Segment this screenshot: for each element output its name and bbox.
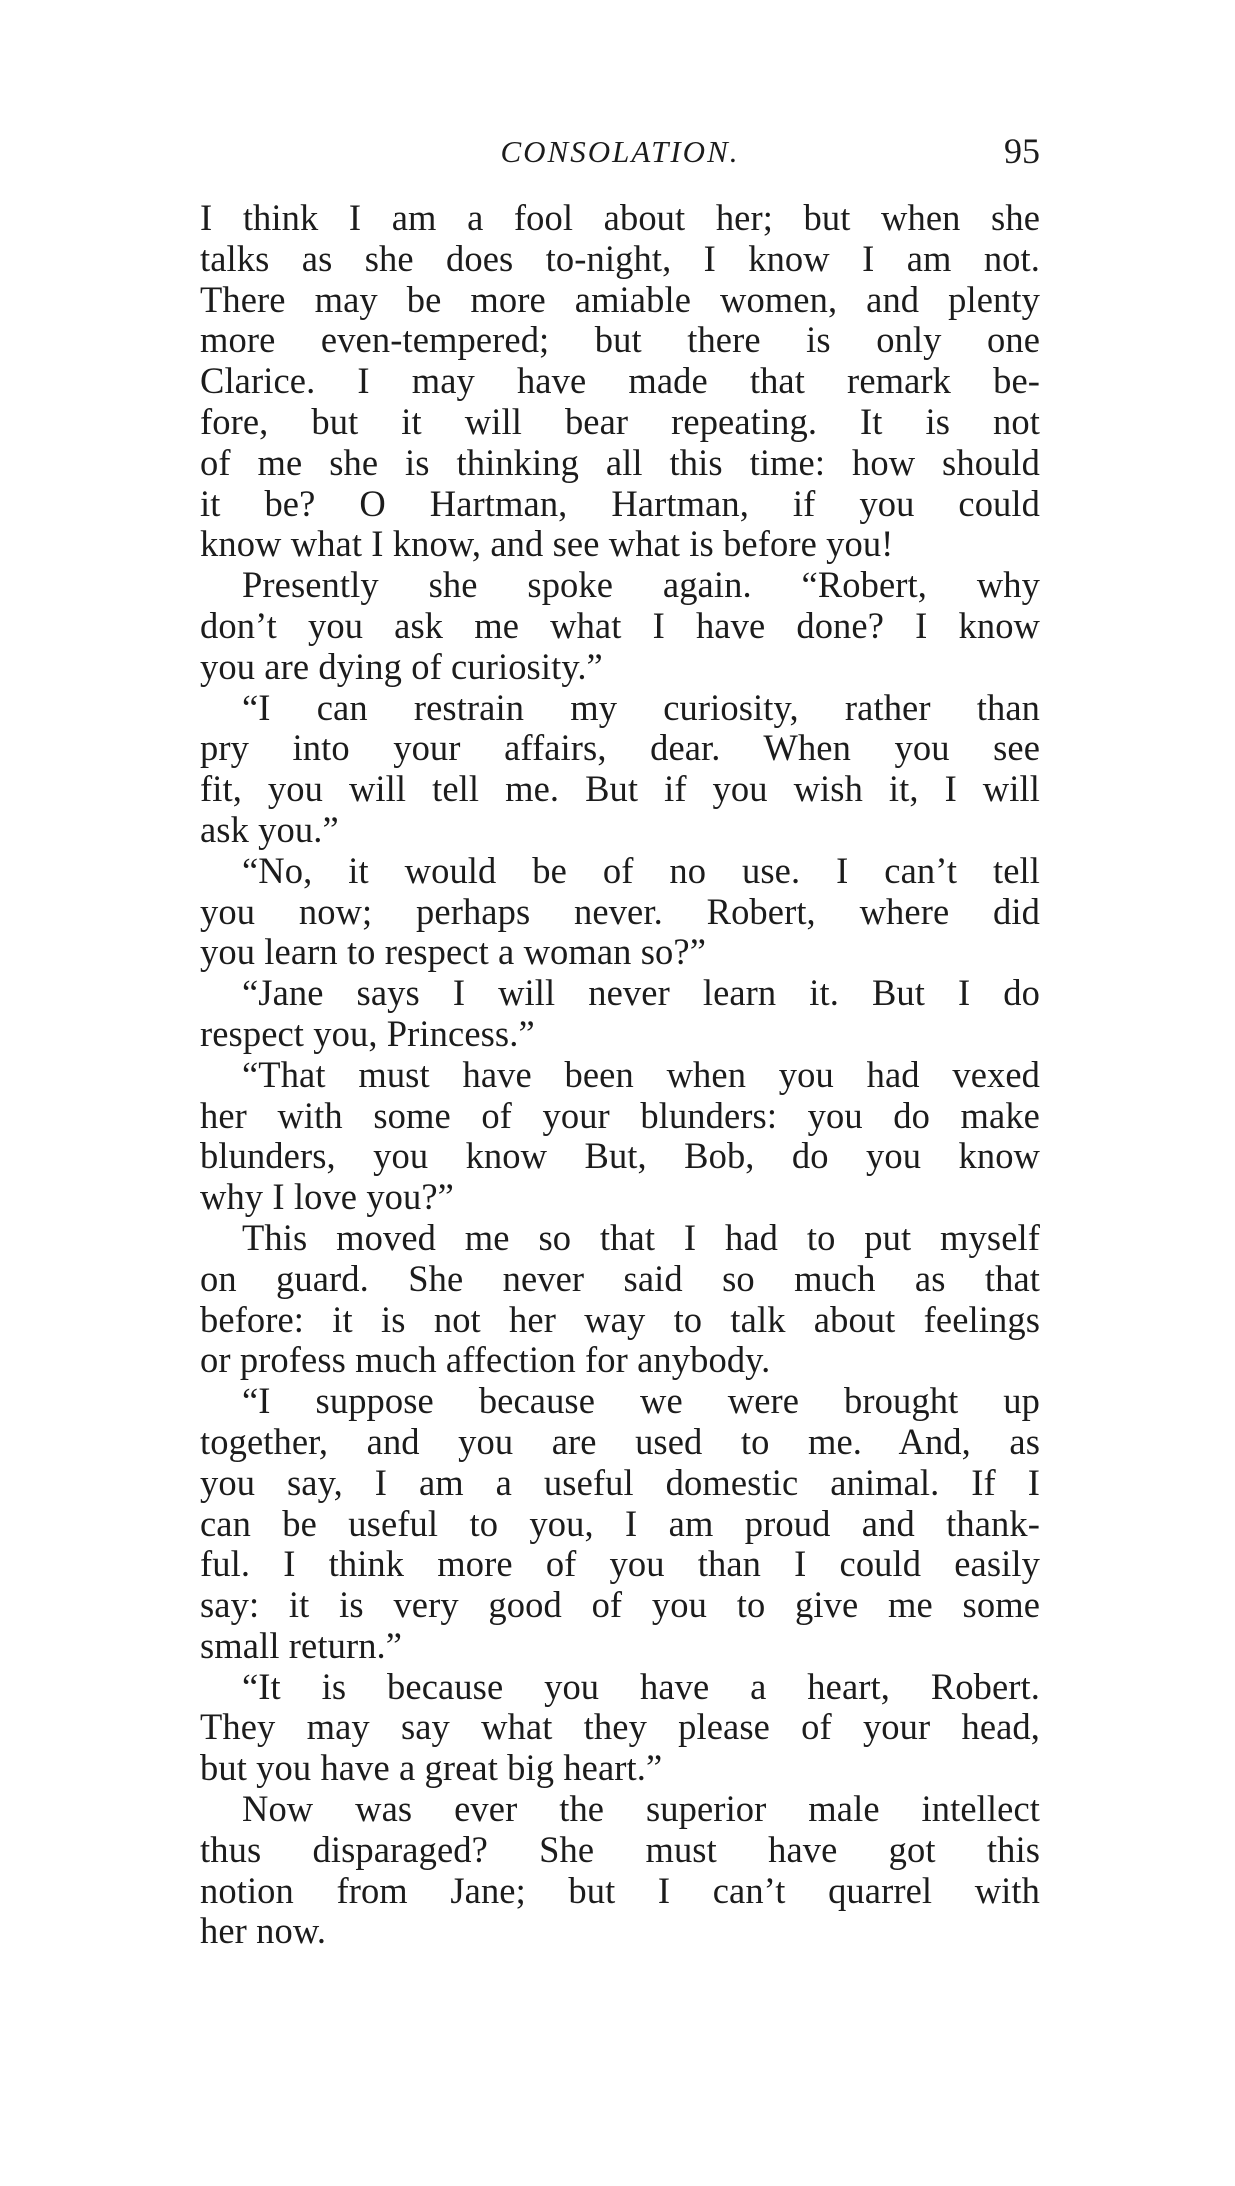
body-text <box>200 198 1040 1952</box>
text-line: Presently she spoke again. “Robert, why <box>242 564 1040 606</box>
text-line: This moved me so that I had to put myself <box>242 1216 1040 1258</box>
text-line: pry into your affairs, dear. When you see <box>200 727 1040 769</box>
text-line: you are dying of curiosity.” <box>200 645 603 687</box>
text-line: Clarice. I may have made that remark be- <box>200 360 1040 402</box>
text-line: don’t you ask me what I have done? I know <box>200 604 1040 646</box>
text-line: her now. <box>200 1910 327 1952</box>
text-line: why I love you?” <box>200 1176 454 1218</box>
text-line: on guard. She never said so much as that <box>200 1257 1040 1299</box>
text-line: ask you.” <box>200 808 339 850</box>
text-line: say: it is very good of you to give me some <box>200 1584 1040 1626</box>
text-line: more even-tempered; but there is only one <box>200 319 1040 361</box>
text-line: “I suppose because we were brought up <box>242 1380 1040 1422</box>
text-line: but you have a great big heart.” <box>200 1747 663 1789</box>
text-line: you learn to respect a woman so?” <box>200 931 706 973</box>
text-line: “It is because you have a heart, Robert. <box>242 1665 1040 1707</box>
text-line: you now; perhaps never. Robert, where did <box>200 890 1040 932</box>
text-line: can be useful to you, I am proud and thank- <box>200 1502 1040 1544</box>
text-line: thus disparaged? She must have got this <box>200 1828 1040 1870</box>
text-line: together, and you are used to me. And, as <box>200 1420 1040 1462</box>
text-line: know what I know, and see what is before you! <box>200 523 894 565</box>
running-head <box>200 130 1040 180</box>
text-line: They may say what they please of your head, <box>200 1706 1040 1748</box>
text-line: her with some of your blunders: you do make <box>200 1094 1040 1136</box>
running-title: CONSOLATION. <box>500 134 740 169</box>
text-line: or profess much affection for anybody. <box>200 1339 771 1381</box>
text-line: “No, it would be of no use. I can’t tell <box>242 849 1040 891</box>
text-line: it be? O Hartman, Hartman, if you could <box>200 482 1040 524</box>
text-line: “That must have been when you had vexed <box>242 1053 1040 1095</box>
text-line: of me she is thinking all this time: how should <box>200 441 1040 483</box>
text-line: notion from Jane; but I can’t quarrel with <box>200 1869 1040 1911</box>
text-line: before: it is not her way to talk about feelings <box>200 1298 1040 1340</box>
text-line: There may be more amiable women, and plenty <box>200 278 1040 320</box>
text-line: Now was ever the superior male intellect <box>242 1788 1040 1830</box>
text-line: small return.” <box>200 1624 403 1666</box>
text-line: fore, but it will bear repeating. It is not <box>200 400 1040 442</box>
text-line: ful. I think more of you than I could easily <box>200 1543 1040 1585</box>
text-line: respect you, Princess.” <box>200 1012 535 1054</box>
page-number: 95 <box>1004 131 1040 171</box>
text-line: I think I am a fool about her; but when she <box>200 197 1040 238</box>
text-line: “Jane says I will never learn it. But I do <box>242 972 1040 1014</box>
text-line: talks as she does to-night, I know I am not. <box>200 237 1040 279</box>
text-line: you say, I am a useful domestic animal. If I <box>200 1461 1040 1503</box>
text-line: “I can restrain my curiosity, rather than <box>242 686 1040 728</box>
text-line: blunders, you know But, Bob, do you know <box>200 1135 1040 1177</box>
text-line: fit, you will tell me. But if you wish it, I will <box>200 768 1040 810</box>
